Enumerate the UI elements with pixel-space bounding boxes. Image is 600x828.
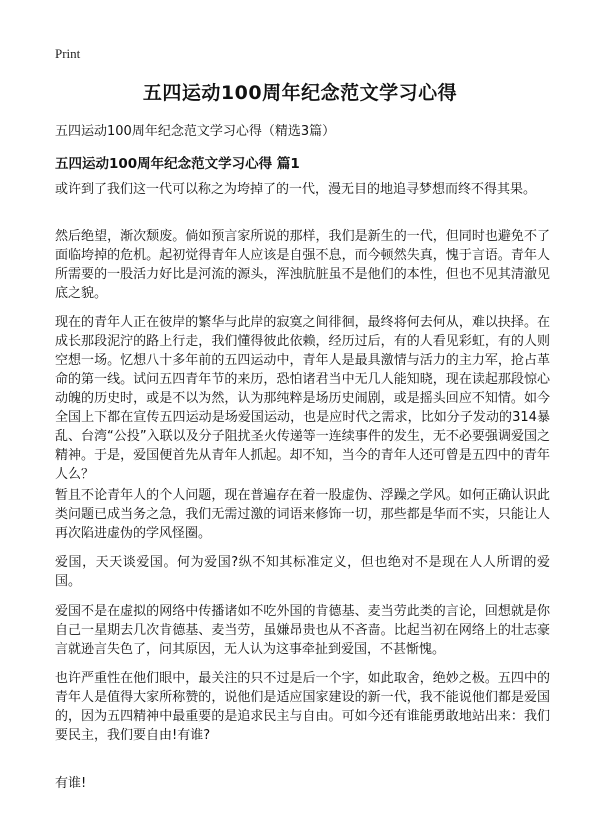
paragraph: 暂且不论青年人的个人问题，现在普遍存在着一股虚伪、浮躁之学风。如何正确认识此类问题已成当务之急，我们无需过激的词语来修饰一切，那些都是华而不实，只能让人再次陷进虚伪的学风怪圈。 [55,488,550,541]
page-title: 五四运动100周年纪念范文学习心得 [142,82,458,104]
paragraph: 有谁! [55,776,87,791]
print-link[interactable]: Print [55,46,81,61]
paragraph: 爱国不是在虚拟的网络中传播诸如不吃外国的肯德基、麦当劳此类的言论，回想就是你自己一星期去几次肯德基、麦当劳，虽嫌昂贵也从不吝啬。比起当初在网络上的壮志豪言就逊言失色了，问其原因，无人认为这事牵扯到爱国，不甚惭愧。 [55,604,550,657]
paragraph: 然后绝望，渐次颓废。倘如预言家所说的那样，我们是新生的一代，但同时也避免不了面临垮掉的危机。起初觉得青年人应该是自强不息，而今顿然失真，愧于言语。青年人所需要的一股活力好比是河流的源头，浑浊肮脏虽不是他们的本性，但也不见其清澈见底之貌。 [55,229,550,301]
section-heading: 五四运动100周年纪念范文学习心得 篇1 [55,156,300,172]
paragraph: 现在的青年人正在彼岸的繁华与此岸的寂寞之间徘徊，最终将何去何从，难以抉择。在成长那段泥泞的路上行走，我们懂得彼此依赖，经历过后，有的人看见彩虹，有的人则空想一场。忆想八十多年前的五四运动中，青年人是最具激情与活力的主力军，抢占革命的第一线。试问五四青年节的来历，恐怕诸君当中无几人能知晓，现在读起那段惊心动魄的历史时，或是不以为然，认为那纯粹是场历史闹剧，或是摇头回应不知情。如今全国上下都在宣传五四运动是场爱国运动，也是应时代之需求，比如分子发动的314暴乱、台湾“公投”入联以及分子阻扰圣火传递等一连续事件的发生，无不必要强调爱国之精神。于是，爱国便首先从青年人抓起。却不知，当今的青年人还可曾是五四中的青年人么？ [55,315,550,482]
paragraph: 爱国，天天谈爱国。何为爱国?纵不知其标准定义，但也绝对不是现在人人所谓的爱国。 [55,555,550,589]
document-subtitle: 五四运动100周年纪念范文学习心得（精选3篇） [55,124,336,139]
paragraph: 也许严重性在他们眼中，最关注的只不过是后一个字，如此取舍，绝妙之极。五四中的青年人是值得大家所称赞的，说他们是适应国家建设的新一代，我不能说他们都是爱国的，因为五四精神中最重要的是追求民主与自由。可如今还有谁能勇敢地站出来：我们要民主，我们要自由!有谁? [55,671,550,743]
paragraph: 或许到了我们这一代可以称之为垮掉了的一代，漫无目的地追寻梦想而终不得其果。 [55,182,537,197]
